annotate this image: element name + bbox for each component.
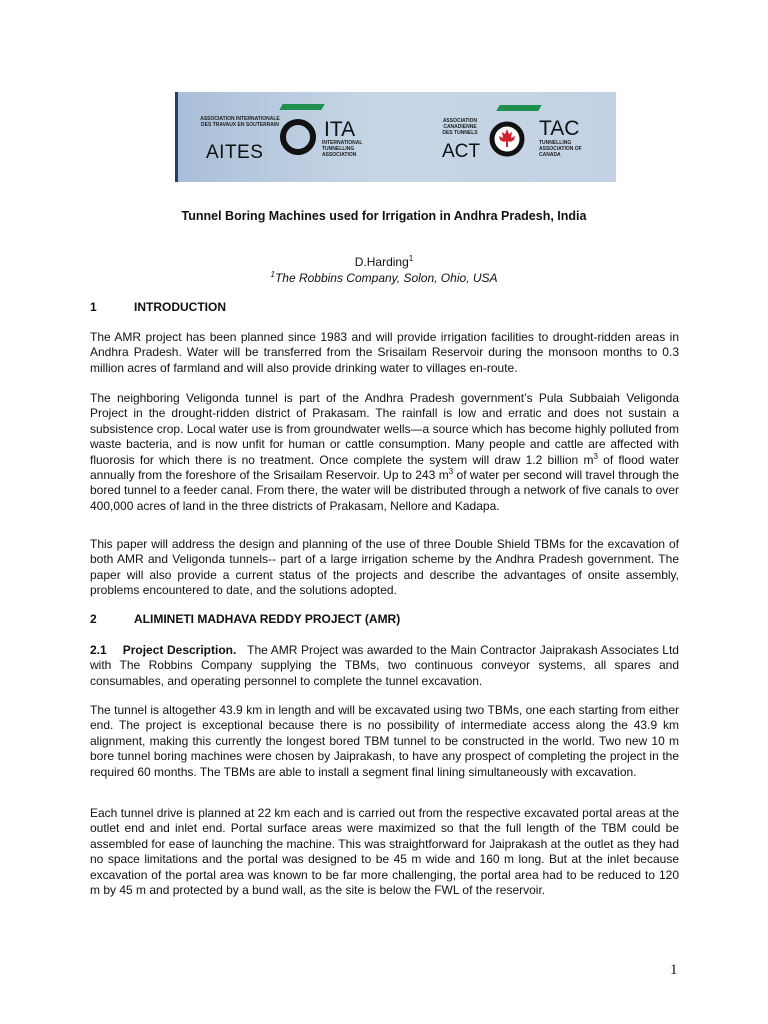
- section-number: 1: [90, 300, 97, 314]
- paragraph-4-text: The AMR Project was awarded to the Main Contractor Jaiprakash Associates Ltd with The Robbins Company supplying the TBMs, two continuous conveyor systems, all spares and consumables, and operating personnel to complete the tunnel excavation.: [90, 643, 679, 688]
- tac-subtitle: TUNNELLING ASSOCIATION OF CANADA: [539, 140, 582, 158]
- tac-logo-text: TAC: [539, 117, 580, 140]
- superscript-3: 3: [593, 451, 598, 461]
- paragraph-1: The AMR project has been planned since 1983 and will provide irrigation facilities to drought-ridden areas in Andhra Pradesh. Water will be transferred from the Srisailam Reservoir during the monsoon months to 0.3 million acres of farmland and will also provide drinking water to villages en-route.: [90, 330, 679, 375]
- paragraph-2-part-c: of water per second will travel through the bored tunnel to a feeder canal. From there, the water will be distributed through a network of five canals to over 400,000 acres of land in the three districts of Prakasam, Nellore and Kadapa.: [90, 468, 679, 513]
- author-name: D.Harding: [354, 255, 409, 269]
- paragraph-4: [90, 643, 679, 689]
- aites-logo-text: AITES: [206, 142, 264, 163]
- ita-subtitle: INTERNATIONAL TUNNELLING ASSOCIATION: [322, 140, 363, 158]
- section-title: INTRODUCTION: [134, 300, 226, 314]
- section-title: ALIMINETI MADHAVA REDDY PROJECT (AMR): [134, 612, 401, 626]
- paragraph-6: Each tunnel drive is planned at 22 km each and is carried out from the respective excavated portal areas at the outlet end and inlet end. Portal surface areas were maximized so that the full length of the TBM could be assembled for ease of launching the machine. This was straightforward for Jaiprakash at the outlet as they had no space limitations and the portal was designed to be 45 m wide and 160 m long. But at the inlet because excavation of the portal area was known to be far more challenging, the portal area had to be reduced to 120 m by 45 m and protected by a bund wall, as the site is below the FWL of the reservoir.: [90, 806, 679, 898]
- act-subtitle: ASSOCIATION CANADIENNE DES TUNNELS: [442, 118, 478, 136]
- author-line: [0, 255, 768, 269]
- paper-title: Tunnel Boring Machines used for Irrigation in Andhra Pradesh, India: [181, 209, 587, 223]
- subsection-number: 2.1: [90, 643, 107, 657]
- subsection-title: Project Description.: [122, 643, 237, 657]
- paragraph-3: This paper will address the design and planning of the use of three Double Shield TBMs for the excavation of both AMR and Veligonda tunnels-- part of a large irrigation scheme by the Andhra Pradesh government. The paper will also provide a current status of the projects and describe the advantages of onsite assembly, problems encountered to date, and the solutions adopted.: [90, 537, 679, 598]
- section-heading-2: [90, 612, 400, 626]
- ita-ring-icon: [279, 118, 317, 156]
- page-number: 1: [670, 962, 678, 978]
- affiliation-sup: 1: [270, 270, 275, 279]
- paragraph-2: [90, 391, 679, 514]
- ita-logo-text: ITA: [324, 118, 356, 141]
- superscript-3: 3: [448, 467, 454, 477]
- section-number: 2: [90, 612, 97, 626]
- maple-leaf-icon: [488, 120, 526, 158]
- affiliation-line: [0, 271, 768, 285]
- author-sup: 1: [408, 254, 414, 263]
- section-heading-1: [90, 300, 226, 314]
- paragraph-5: The tunnel is altogether 43.9 km in length and will be excavated using two TBMs, one each starting from either end. The project is exceptional because there is no possibility of intermediate access along the 43.9 km alignment, making this currently the longest bored TBM tunnel to be constructed in the world. Two new 10 m bore tunnel boring machines were chosen by Jaiprakash, to have any prospect of completing the project in the required 60 months. The TBMs are able to install a segment final lining simultaneously with excavation.: [90, 703, 679, 779]
- paragraph-2-part-a: The neighboring Veligonda tunnel is part of the Andhra Pradesh government’s Pula Subbaiah Veligonda Project in the drought-ridden district of Prakasam. The rainfall is low and erratic and does not sustain a subsistence crop. Local water use is from groundwater wells—a source which has become highly polluted from waste bacteria, and is now unfit for human or cattle consumption. Many people and cattle are affected with fluorosis for which there is no treatment. Once complete the system will draw 1.2 billion m: [90, 391, 679, 467]
- act-logo-text: ACT: [442, 141, 480, 162]
- tac-green-bar: [496, 105, 541, 111]
- affiliation-text: The Robbins Company, Solon, Ohio, USA: [274, 271, 498, 285]
- header-banner: [175, 92, 616, 182]
- aites-subtitle: ASSOCIATION INTERNATIONALE DES TRAVAUX EN SOUTERRAIN: [200, 116, 280, 128]
- paragraph-2-part-b: of flood water annually from the foreshore of the Srisailam Reservoir. Up to 243 m: [90, 452, 679, 483]
- ita-green-bar: [279, 104, 324, 110]
